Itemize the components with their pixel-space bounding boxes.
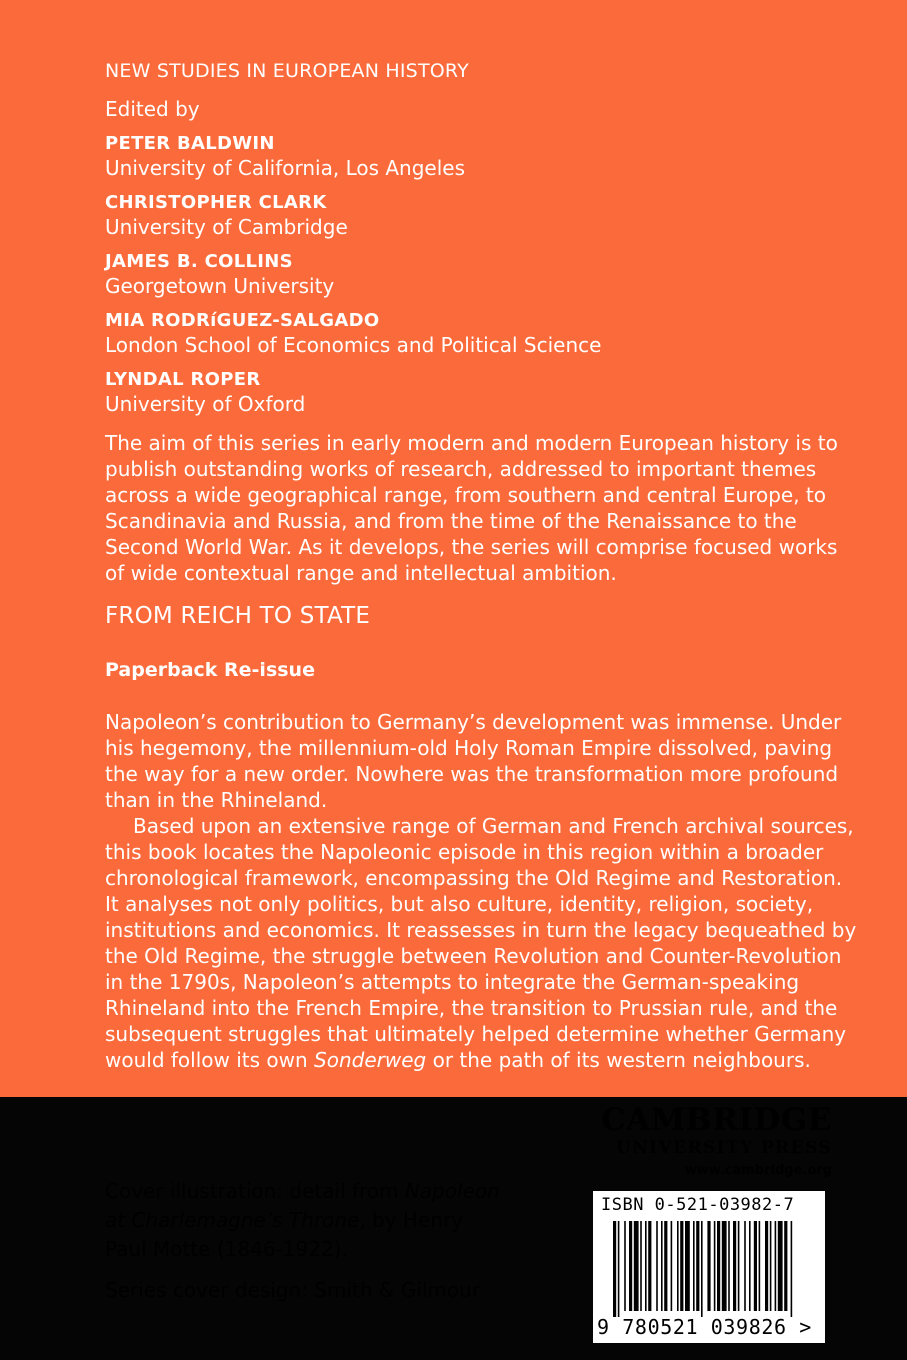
- description-line: Napoleon’s contribution to Germany’s development was immense. Under: [105, 710, 842, 734]
- description-line: It analyses not only politics, but also culture, identity, religion, society,: [105, 892, 814, 916]
- aim-line: Scandinavia and Russia, and from the time of the Renaissance to the: [105, 509, 797, 533]
- book-description: [105, 709, 856, 1073]
- barcode-bar: [759, 1221, 761, 1311]
- credit-line: [105, 1177, 500, 1206]
- last-line-end: or the path of its western neighbours.: [426, 1048, 811, 1072]
- editor-affiliation: University of California, Los Angeles: [105, 156, 466, 180]
- series-title: NEW STUDIES IN EUROPEAN HISTORY: [105, 60, 469, 82]
- cover-illustration-credit: [105, 1177, 500, 1264]
- editor-affiliation: University of Cambridge: [105, 215, 348, 239]
- credit-text: , by Henry: [359, 1208, 464, 1232]
- description-line: this book locates the Napoleonic episode in this region within a broader: [105, 840, 824, 864]
- barcode-bar: [775, 1221, 777, 1311]
- sonderweg-italic: Sonderweg: [314, 1048, 427, 1072]
- barcode-bar: [613, 1221, 616, 1317]
- description-line: the Old Regime, the struggle between Revolution and Counter-Revolution: [105, 944, 842, 968]
- barcode-bar: [754, 1221, 757, 1311]
- editor-entry: [105, 191, 348, 239]
- publisher-name: CAMBRIDGE: [601, 1102, 832, 1138]
- aim-line: Second World War. As it develops, the series will comprise focused works: [105, 535, 838, 559]
- barcode-bar: [696, 1221, 699, 1311]
- barcode-bar: [791, 1221, 793, 1317]
- barcode-bar: [693, 1221, 695, 1311]
- editor-name: CHRISTOPHER CLARK: [105, 192, 327, 213]
- barcode-bar: [634, 1221, 639, 1311]
- editor-name: PETER BALDWIN: [105, 133, 275, 154]
- aim-line: The aim of this series in early modern and modern European history is to: [105, 431, 838, 455]
- description-line: Based upon an extensive range of German and French archival sources,: [133, 814, 854, 838]
- editor-name: MIA RODRíGUEZ-SALGADO: [105, 310, 380, 331]
- description-line: the way for a new order. Nowhere was the transformation more profound: [105, 762, 839, 786]
- barcode-bar: [648, 1221, 651, 1311]
- barcode-bar: [640, 1221, 642, 1311]
- isbn-label: ISBN 0-521-03982-7: [601, 1195, 795, 1215]
- edition-label: Paperback Re-issue: [105, 659, 315, 681]
- painting-title-part: at Charlemagne’s Throne: [105, 1208, 360, 1232]
- barcode-bar: [778, 1221, 783, 1311]
- barcode-bar: [784, 1221, 787, 1311]
- description-line: institutions and economics. It reassesses in turn the legacy bequeathed by: [105, 918, 857, 942]
- aim-line: across a wide geographical range, from southern and central Europe, to: [105, 483, 827, 507]
- description-line: than in the Rhineland.: [105, 788, 328, 812]
- barcode-bar: [707, 1221, 710, 1311]
- description-line: chronological framework, encompassing the Old Regime and Restoration.: [105, 866, 843, 890]
- editor-affiliation: London School of Economics and Political Science: [105, 333, 602, 357]
- barcode-bar: [664, 1221, 667, 1311]
- publisher-url: www.cambridge.org: [684, 1163, 832, 1178]
- editor-affiliation: Georgetown University: [105, 274, 335, 298]
- description-line: in the 1790s, Napoleon’s attempts to integrate the German-speaking: [105, 970, 800, 994]
- description-line: Rhineland into the French Empire, the transition to Prussian rule, and the: [105, 996, 838, 1020]
- editor-name: LYNDAL ROPER: [105, 369, 261, 390]
- cover-design-credit: Series cover design: Smith & Gilmour: [105, 1278, 481, 1302]
- barcode-bar: [728, 1221, 730, 1311]
- editor-name: JAMES B. COLLINS: [105, 251, 293, 272]
- description-last-line: [105, 1047, 856, 1073]
- barcode-digits: 9 780521 039826 >: [597, 1315, 812, 1339]
- barcode-bar: [680, 1221, 683, 1311]
- barcode-bar: [717, 1221, 720, 1311]
- barcode-bar: [656, 1221, 658, 1311]
- publisher-subtitle: UNIVERSITY PRESS: [616, 1138, 832, 1158]
- description-line: his hegemony, the millennium-old Holy Roman Empire dissolved, paving: [105, 736, 833, 760]
- editor-entry: [105, 250, 334, 298]
- barcode-bar: [618, 1221, 620, 1317]
- editor-entry: [105, 309, 601, 357]
- barcode-bar: [624, 1221, 626, 1311]
- publisher-logo: [592, 1103, 832, 1181]
- barcode-bar: [714, 1221, 716, 1311]
- barcode-bar: [733, 1221, 736, 1311]
- barcode-bar: [765, 1221, 768, 1311]
- barcode-bar: [738, 1221, 740, 1311]
- book-title: FROM REICH TO STATE: [105, 603, 371, 629]
- barcode-bar: [685, 1221, 690, 1311]
- editor-affiliation: University of Oxford: [105, 392, 306, 416]
- barcode-bar: [661, 1221, 663, 1311]
- editor-entry: [105, 132, 465, 180]
- barcode-bar: [629, 1221, 632, 1311]
- description-line: subsequent struggles that ultimately helped determine whether Germany: [105, 1022, 847, 1046]
- barcode-bar: [770, 1221, 772, 1311]
- barcode-bar: [722, 1221, 727, 1311]
- editor-entry: [105, 368, 305, 416]
- barcode-bar: [744, 1221, 746, 1311]
- isbn-barcode: [593, 1191, 825, 1343]
- credit-line: Paul Motte (1846-1922).: [105, 1237, 348, 1261]
- barcode-bar: [677, 1221, 679, 1311]
- aim-line: of wide contextual range and intellectual ambition.: [105, 561, 617, 585]
- barcode-bar: [645, 1221, 647, 1311]
- edited-by-label: Edited by: [105, 97, 200, 121]
- credit-line: [105, 1206, 500, 1235]
- painting-title-part: Napoleon: [404, 1179, 500, 1203]
- series-aim-paragraph: [105, 430, 838, 586]
- barcode-bar: [749, 1221, 751, 1311]
- barcode-bar: [671, 1221, 673, 1311]
- aim-line: publish outstanding works of research, addressed to important themes: [105, 457, 817, 481]
- credit-text: Cover illustration: detail from: [105, 1179, 405, 1203]
- last-line-start: would follow its own: [105, 1048, 315, 1072]
- barcode-bar: [701, 1221, 703, 1317]
